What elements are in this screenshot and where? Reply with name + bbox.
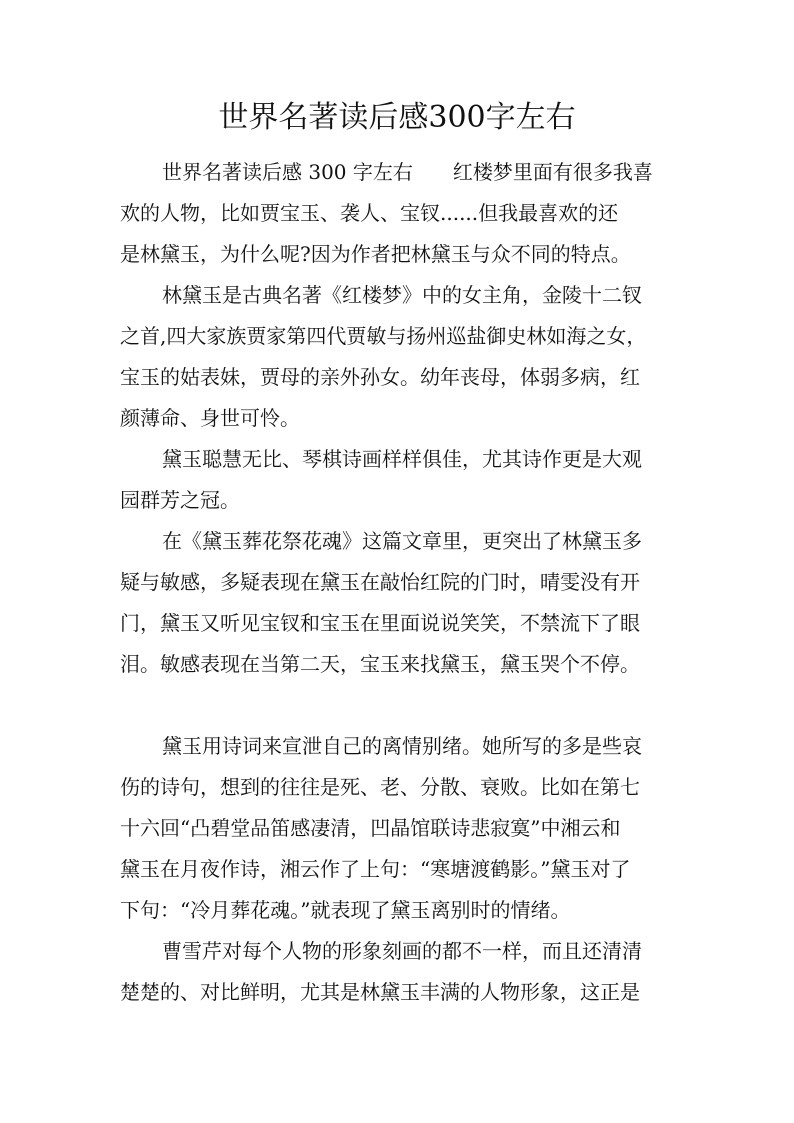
paragraph-line: 下句：“冷月葬花魂。”就表现了黛玉离别时的情绪。 [120, 898, 571, 922]
paragraph-line: 是林黛玉，为什么呢?因为作者把林黛玉与众不同的特点。 [120, 242, 631, 266]
paragraph-line: 曹雪芹对每个人物的形象刻画的都不一样，而且还清清 [162, 939, 642, 963]
paragraph-line: 之首,四大家族贾家第四代贾敏与扬州巡盐御史林如海之女， [120, 324, 647, 348]
paragraph-line: 楚楚的、对比鲜明，尤其是林黛玉丰满的人物形象，这正是 [120, 980, 640, 1004]
paragraph-5 [120, 726, 676, 931]
paragraph-line: 黛玉聪慧无比、琴棋诗画样样俱佳，尤其诗作更是大观 [162, 447, 642, 471]
paragraph-1 [120, 152, 676, 275]
paragraph-6 [120, 931, 676, 1013]
paragraph-spacer [120, 685, 676, 726]
paragraph-line: 宝玉的姑表妹，贾母的亲外孙女。幼年丧母，体弱多病，红 [120, 365, 640, 389]
paragraph-line: 伤的诗句，想到的往往是死、老、分散、衰败。比如在第七 [120, 775, 640, 799]
paragraph-line: 门，黛玉又听见宝钗和宝玉在里面说说笑笑，不禁流下了眼 [120, 611, 640, 635]
paragraph-line: 园群芳之冠。 [120, 488, 240, 512]
paragraph-line: 世界名著读后感 300 字左右 红楼梦里面有很多我喜 [162, 160, 653, 184]
paragraph-line: 黛玉在月夜作诗，湘云作了上句：“寒塘渡鹤影。”黛玉对了 [120, 857, 631, 881]
paragraph-line: 十六回“凸碧堂品笛感凄清，凹晶馆联诗悲寂寞”中湘云和 [120, 816, 621, 840]
paragraph-line: 泪。敏感表现在当第二天，宝玉来找黛玉，黛玉哭个不停。 [120, 652, 640, 676]
paragraph-3 [120, 439, 676, 521]
paragraph-line: 颜薄命、身世可怜。 [120, 406, 300, 430]
paragraph-2 [120, 275, 676, 439]
document-body [120, 152, 676, 1013]
paragraph-line: 黛玉用诗词来宣泄自己的离情别绪。她所写的多是些哀 [162, 734, 642, 758]
document-title: 世界名著读后感300字左右 [218, 100, 576, 135]
paragraph-line: 欢的人物，比如贾宝玉、袭人、宝钗......但我最喜欢的还 [120, 201, 619, 225]
paragraph-line: 疑与敏感，多疑表现在黛玉在敲怡红院的门时，晴雯没有开 [120, 570, 640, 594]
paragraph-4 [120, 521, 676, 685]
paragraph-line: 林黛玉是古典名著《红楼梦》中的女主角，金陵十二钗 [162, 283, 642, 307]
paragraph-line: 在《黛玉葬花祭花魂》这篇文章里，更突出了林黛玉多 [162, 529, 642, 553]
